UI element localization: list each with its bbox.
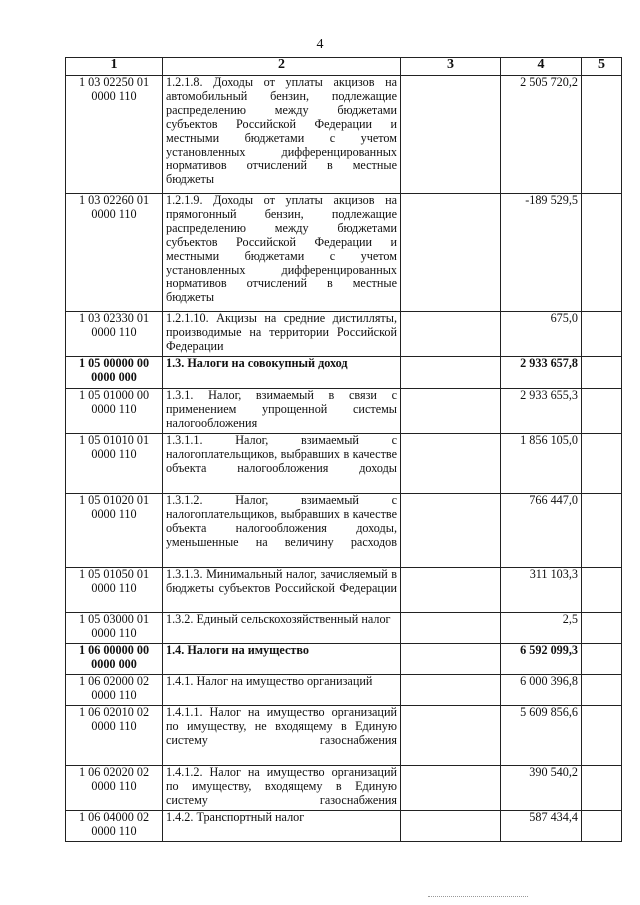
amount-cell: 6 000 396,8: [501, 675, 582, 706]
col5-cell: [582, 675, 622, 706]
amount-cell: 766 447,0: [501, 494, 582, 568]
table-row: [66, 194, 622, 312]
code-cell: 1 06 02010 02 0000 110: [66, 706, 163, 766]
amount-cell: 587 434,4: [501, 811, 582, 842]
description-cell: 1.3. Налоги на совокупный доход: [163, 357, 401, 389]
description-cell: 1.2.1.8. Доходы от уплаты акцизов на автомобильный бензин, подлежащие распределению между бюджетами субъектов Российской Федерации и местными бюджетами с учетом установленных дифференцированных нормативов отчислений в местные бюджеты: [163, 76, 401, 194]
code-cell: 1 05 00000 00 0000 000: [66, 357, 163, 389]
amount-cell: 2 505 720,2: [501, 76, 582, 194]
col3-cell: [401, 811, 501, 842]
col5-cell: [582, 389, 622, 434]
code-cell: 1 05 01010 01 0000 110: [66, 434, 163, 494]
description-cell: 1.4. Налоги на имущество: [163, 644, 401, 675]
table-row: [66, 613, 622, 644]
page-number: 4: [316, 37, 324, 52]
amount-cell: 2,5: [501, 613, 582, 644]
description-cell: 1.3.2. Единый сельскохозяйственный налог: [163, 613, 401, 644]
header-col-2: 2: [163, 58, 401, 76]
table-row: [66, 675, 622, 706]
table-row: [66, 434, 622, 494]
table-row: [66, 389, 622, 434]
col5-cell: [582, 811, 622, 842]
col3-cell: [401, 194, 501, 312]
budget-table: [65, 57, 622, 842]
col3-cell: [401, 76, 501, 194]
col3-cell: [401, 675, 501, 706]
col3-cell: [401, 568, 501, 613]
col3-cell: [401, 312, 501, 357]
code-cell: 1 06 04000 02 0000 110: [66, 811, 163, 842]
table-row: [66, 312, 622, 357]
code-cell: 1 06 00000 00 0000 000: [66, 644, 163, 675]
code-cell: 1 03 02250 01 0000 110: [66, 76, 163, 194]
code-cell: 1 03 02260 01 0000 110: [66, 194, 163, 312]
table-row: [66, 357, 622, 389]
header-col-1: 1: [66, 58, 163, 76]
col5-cell: [582, 613, 622, 644]
code-cell: 1 05 01020 01 0000 110: [66, 494, 163, 568]
col3-cell: [401, 644, 501, 675]
description-cell: 1.4.1. Налог на имущество организаций: [163, 675, 401, 706]
col5-cell: [582, 434, 622, 494]
amount-cell: 1 856 105,0: [501, 434, 582, 494]
col3-cell: [401, 766, 501, 811]
description-cell: 1.3.1.1. Налог, взимаемый с налогоплательщиков, выбравших в качестве объекта налогообложения доходы: [163, 434, 401, 494]
description-cell: 1.4.2. Транспортный налог: [163, 811, 401, 842]
amount-cell: 6 592 099,3: [501, 644, 582, 675]
col5-cell: [582, 312, 622, 357]
col5-cell: [582, 766, 622, 811]
col5-cell: [582, 706, 622, 766]
col3-cell: [401, 706, 501, 766]
col5-cell: [582, 494, 622, 568]
col5-cell: [582, 76, 622, 194]
col5-cell: [582, 644, 622, 675]
table-row: [66, 494, 622, 568]
description-cell: 1.2.1.9. Доходы от уплаты акцизов на прямогонный бензин, подлежащие распределению между бюджетами субъектов Российской Федерации и местными бюджетами с учетом установленных дифференцированных нормативов отчислений в местные бюджеты: [163, 194, 401, 312]
code-cell: 1 05 01050 01 0000 110: [66, 568, 163, 613]
amount-cell: 675,0: [501, 312, 582, 357]
description-cell: 1.4.1.1. Налог на имущество организаций по имуществу, не входящему в Единую систему газоснабжения: [163, 706, 401, 766]
table-row: [66, 568, 622, 613]
table-row: [66, 811, 622, 842]
header-col-4: 4: [501, 58, 582, 76]
code-cell: 1 06 02020 02 0000 110: [66, 766, 163, 811]
amount-cell: 5 609 856,6: [501, 706, 582, 766]
amount-cell: 2 933 657,8: [501, 357, 582, 389]
col3-cell: [401, 389, 501, 434]
bottom-mark: [428, 896, 528, 898]
code-cell: 1 03 02330 01 0000 110: [66, 312, 163, 357]
col3-cell: [401, 357, 501, 389]
col3-cell: [401, 613, 501, 644]
code-cell: 1 06 02000 02 0000 110: [66, 675, 163, 706]
col3-cell: [401, 434, 501, 494]
table-body: [66, 76, 622, 842]
description-cell: 1.3.1.2. Налог, взимаемый с налогоплательщиков, выбравших в качестве объекта налогообложения доходы, уменьшенные на величину расходов: [163, 494, 401, 568]
amount-cell: 311 103,3: [501, 568, 582, 613]
code-cell: 1 05 03000 01 0000 110: [66, 613, 163, 644]
amount-cell: 2 933 655,3: [501, 389, 582, 434]
col3-cell: [401, 494, 501, 568]
description-cell: 1.3.1.3. Минимальный налог, зачисляемый в бюджеты субъектов Российской Федерации: [163, 568, 401, 613]
description-cell: 1.2.1.10. Акцизы на средние дистилляты, производимые на территории Российской Федерации: [163, 312, 401, 357]
amount-cell: 390 540,2: [501, 766, 582, 811]
table-row: [66, 706, 622, 766]
description-cell: 1.3.1. Налог, взимаемый в связи с применением упрощенной системы налогообложения: [163, 389, 401, 434]
header-col-3: 3: [401, 58, 501, 76]
col5-cell: [582, 194, 622, 312]
table-row: [66, 644, 622, 675]
description-cell: 1.4.1.2. Налог на имущество организаций по имуществу, входящему в Единую систему газоснабжения: [163, 766, 401, 811]
header-row: [66, 58, 622, 76]
col5-cell: [582, 357, 622, 389]
table-row: [66, 76, 622, 194]
col5-cell: [582, 568, 622, 613]
amount-cell: -189 529,5: [501, 194, 582, 312]
code-cell: 1 05 01000 00 0000 110: [66, 389, 163, 434]
table-row: [66, 766, 622, 811]
header-col-5: 5: [582, 58, 622, 76]
